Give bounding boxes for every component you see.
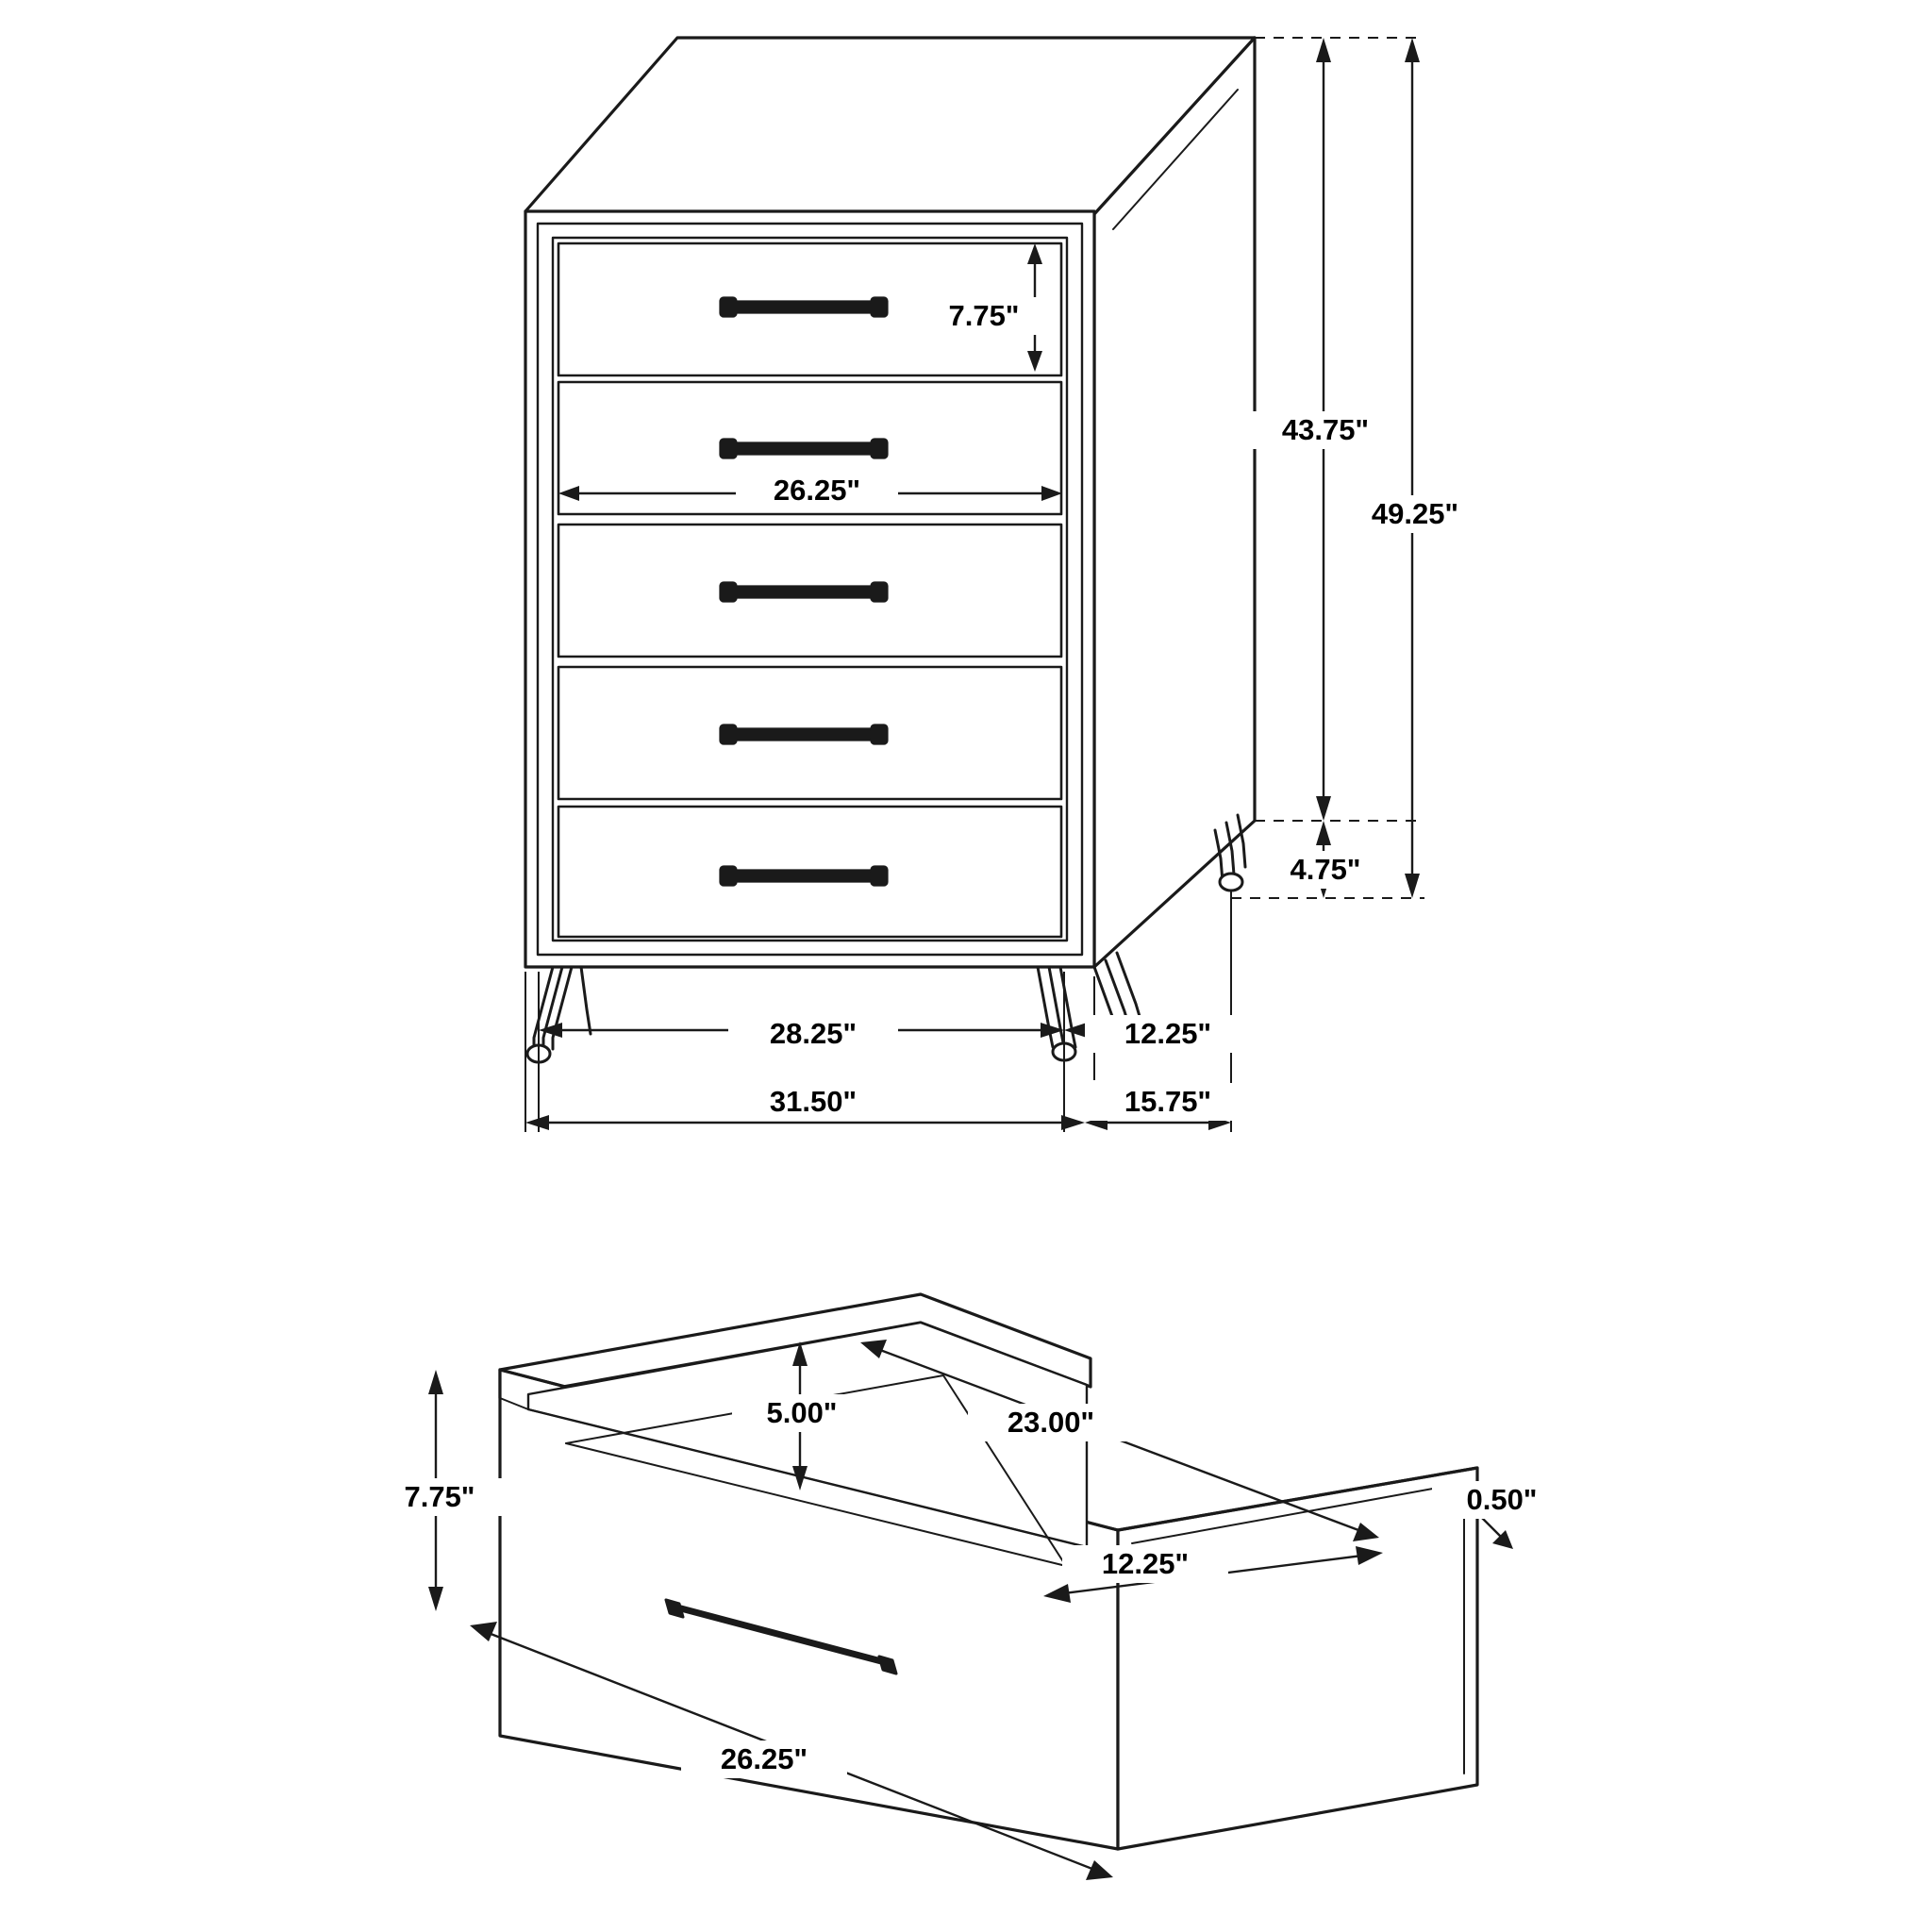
label-chest-overall-width [728,1083,898,1121]
label-drawer-interior-height [732,1394,874,1432]
chest-drawer-height-text: 7.75" [948,299,1020,332]
chest-overall-depth-text: 15.75" [1124,1085,1212,1118]
label-drawer-thickness [1432,1481,1574,1519]
label-chest-depth [1085,1015,1251,1053]
drawer-face-width-text: 26.25" [720,1742,808,1775]
label-drawer-face-height [370,1478,511,1516]
drawer-figure [500,1294,1477,1849]
chest-depth-text: 12.25" [1124,1017,1212,1050]
label-drawer-interior-width [968,1404,1134,1441]
chest-cabinet-height-text: 43.75" [1281,413,1370,446]
drawer-interior-depth-text: 12.25" [1101,1547,1190,1580]
label-drawer-interior-depth [1062,1545,1228,1583]
dim-overall-height [1405,38,1420,898]
label-drawer-face-width [681,1740,847,1778]
chest-overall-height-text: 49.25" [1371,497,1459,530]
chest-cabinet-width-text: 28.25" [769,1017,858,1050]
label-chest-overall-height [1330,495,1500,533]
chest-overall-width-text: 31.50" [769,1085,858,1118]
label-chest-leg-height [1253,851,1398,889]
drawer-thickness-text: 0.50" [1466,1483,1538,1516]
drawer-interior-width-text: 23.00" [1007,1406,1095,1439]
chest-drawer-width-text: 26.25" [773,474,861,507]
drawer-interior-height-text: 5.00" [766,1396,838,1429]
dim-extension-lines [1231,38,1424,898]
label-chest-drawer-width [736,472,898,509]
chest-leg-height-text: 4.75" [1290,853,1361,886]
label-chest-cabinet-width [728,1015,898,1053]
label-chest-drawer-height [915,297,1053,335]
drawer-face-height-text: 7.75" [404,1480,475,1513]
label-chest-overall-depth [1085,1083,1251,1121]
label-chest-cabinet-height [1241,411,1410,449]
chest-figure [525,38,1255,1062]
